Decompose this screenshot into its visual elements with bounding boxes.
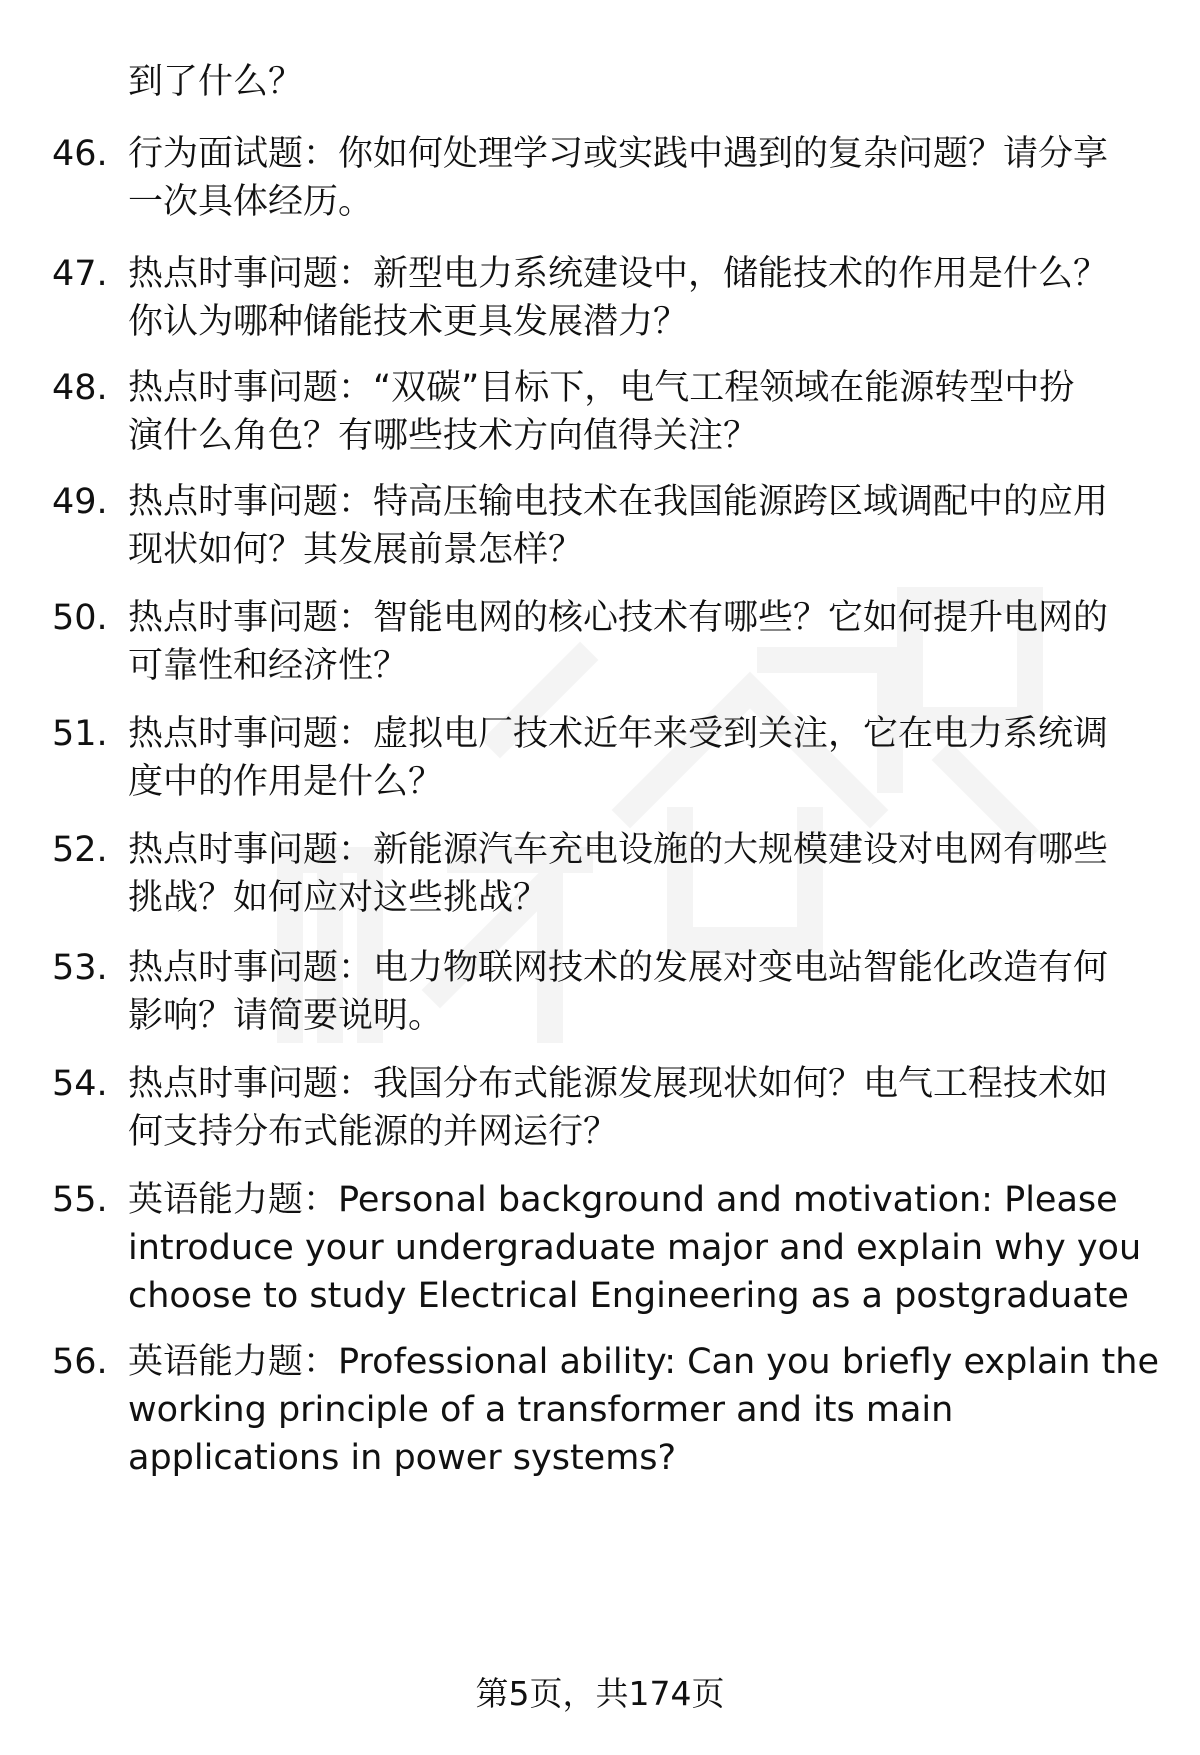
question-number: 53. — [52, 948, 108, 988]
question-text-line: 一次具体经历。 — [128, 182, 374, 222]
question-text — [128, 364, 1148, 460]
question-text-line: working principle of a transformer and its main — [128, 1390, 954, 1430]
question-text-line: 你认为哪种储能技术更具发展潜力？ — [128, 302, 689, 342]
question-text-line: 热点时事问题：特高压输电技术在我国能源跨区域调配中的应用 — [128, 482, 1109, 522]
question-number: 48. — [52, 368, 108, 408]
question-text-line: choose to study Electrical Engineering as a postgraduate — [128, 1276, 1129, 1316]
question-number: 47. — [52, 254, 108, 294]
question-text-line: 何支持分布式能源的并网运行？ — [128, 1112, 619, 1152]
question-text — [128, 944, 1148, 1040]
question-text-line: 现状如何？其发展前景怎样？ — [128, 530, 584, 570]
question-text-line: 热点时事问题：虚拟电厂技术近年来受到关注，它在电力系统调 — [128, 714, 1109, 754]
question-number: 54. — [52, 1064, 108, 1104]
question-text — [128, 1176, 1148, 1320]
question-text — [128, 250, 1148, 346]
question-text — [128, 1338, 1159, 1482]
question-text-line: introduce your undergraduate major and explain why you — [128, 1228, 1142, 1268]
question-text-line: 热点时事问题：电力物联网技术的发展对变电站智能化改造有何 — [128, 948, 1109, 988]
question-text-line: 挑战？如何应对这些挑战？ — [128, 878, 549, 918]
question-text-line: 英语能力题：Professional ability: Can you briefly explain the — [128, 1342, 1159, 1382]
question-text-line: applications in power systems? — [128, 1438, 677, 1478]
question-text-line: 英语能力题：Personal background and motivation: Please — [128, 1180, 1118, 1220]
question-text-line: 热点时事问题：智能电网的核心技术有哪些？它如何提升电网的 — [128, 598, 1109, 638]
question-number: 56. — [52, 1342, 108, 1382]
question-text-line: 热点时事问题：我国分布式能源发展现状如何？电气工程技术如 — [128, 1064, 1109, 1104]
continued-question-text: 到了什么？ — [128, 62, 304, 102]
question-text — [128, 478, 1148, 574]
question-text — [128, 594, 1148, 690]
question-text — [128, 826, 1148, 922]
question-number: 51. — [52, 714, 108, 754]
question-text-line: 行为面试题：你如何处理学习或实践中遇到的复杂问题？请分享 — [128, 134, 1109, 174]
question-text — [128, 1060, 1148, 1156]
question-number: 55. — [52, 1180, 108, 1220]
question-text-line: 可靠性和经济性？ — [128, 646, 409, 686]
question-number: 46. — [52, 134, 108, 174]
question-number: 50. — [52, 598, 108, 638]
question-text-line: 热点时事问题：新型电力系统建设中，储能技术的作用是什么？ — [128, 254, 1109, 294]
question-number: 49. — [52, 482, 108, 522]
question-text-line: 热点时事问题：“双碳”目标下，电气工程领域在能源转型中扮 — [128, 368, 1075, 408]
page-footer: 第5页，共174页 — [475, 1674, 725, 1713]
question-number: 52. — [52, 830, 108, 870]
question-text-line: 热点时事问题：新能源汽车充电设施的大规模建设对电网有哪些 — [128, 830, 1109, 870]
question-text-line: 演什么角色？有哪些技术方向值得关注？ — [128, 416, 759, 456]
question-text — [128, 710, 1148, 806]
question-text-line: 影响？请简要说明。 — [128, 996, 444, 1036]
question-text-line: 度中的作用是什么？ — [128, 762, 444, 802]
question-text — [128, 130, 1148, 226]
